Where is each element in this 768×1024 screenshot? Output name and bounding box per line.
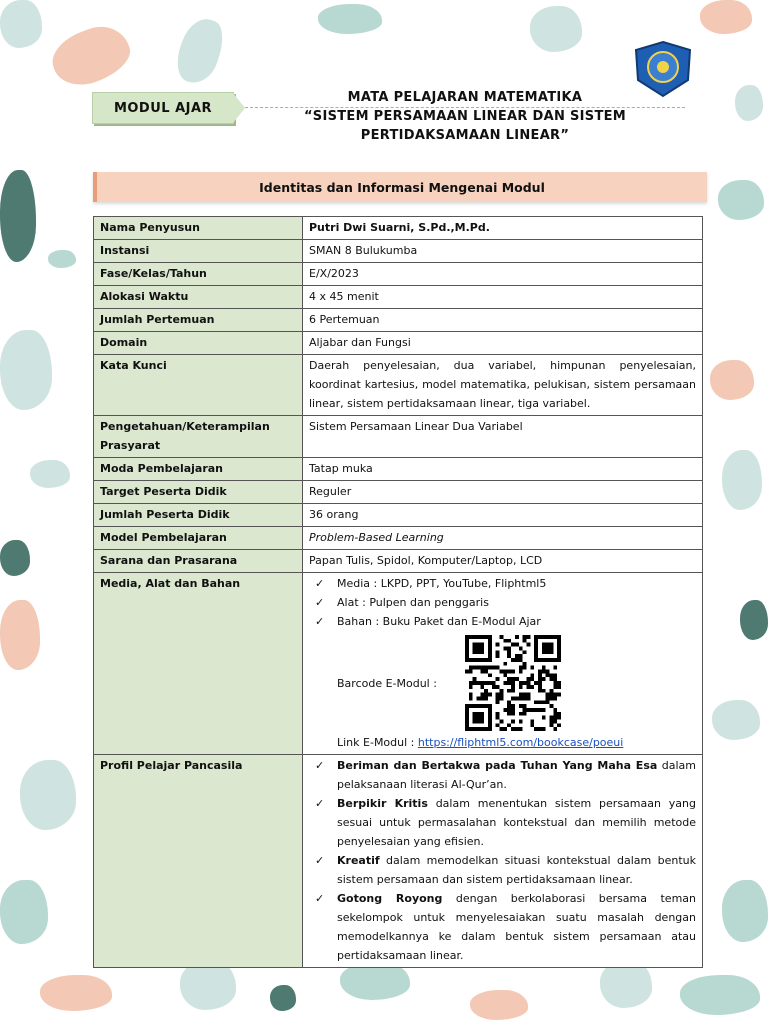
title-line-3: PERTIDAKSAMAAN LINEAR” — [360, 128, 570, 143]
list-item: ✓ Alat : Pulpen dan penggaris — [315, 593, 696, 612]
row-label: Jumlah Pertemuan — [94, 309, 303, 332]
decor-blob — [30, 460, 70, 488]
decor-blob — [530, 6, 582, 52]
table-row — [94, 355, 703, 416]
qr-code-icon[interactable] — [465, 635, 561, 731]
decor-blob — [48, 250, 76, 268]
list-item: ✓ Media : LKPD, PPT, YouTube, Fliphtml5 — [315, 574, 696, 593]
title-line-2: “SISTEM PERSAMAAN LINEAR DAN SISTEM — [303, 109, 627, 124]
table-row — [94, 286, 703, 309]
media-list — [309, 574, 696, 631]
decor-blob — [0, 330, 52, 410]
list-item — [315, 794, 696, 851]
row-label: Domain — [94, 332, 303, 355]
decor-blob — [722, 880, 768, 942]
profil-list — [309, 756, 696, 965]
row-label: Instansi — [94, 240, 303, 263]
module-info-table — [93, 216, 703, 968]
row-value: Papan Tulis, Spidol, Komputer/Laptop, LCD — [303, 550, 703, 573]
item-bold: Berpikir Kritis — [337, 797, 428, 810]
item-text: dalam memodelkan situasi kontekstual dalam bentuk sistem persamaan dan sistem pertidaksamaan linear. — [337, 854, 696, 886]
section-title-text: Identitas dan Informasi Mengenai Modul — [259, 179, 545, 195]
row-value: 36 orang — [303, 504, 703, 527]
decor-blob — [0, 540, 30, 576]
item-text: dalam pelaksanaan literasi Al-Qur’an. — [337, 759, 696, 791]
row-value: Aljabar dan Fungsi — [303, 332, 703, 355]
page-title — [270, 88, 660, 145]
list-item: ✓ Bahan : Buku Paket dan E-Modul Ajar — [315, 612, 696, 631]
row-label: Model Pembelajaran — [94, 527, 303, 550]
row-label: Profil Pelajar Pancasila — [94, 755, 303, 968]
decor-blob — [0, 0, 42, 48]
module-tab — [92, 92, 234, 124]
item-text: dalam menentukan sistem persamaan yang sesuai untuk permasalahan kontekstual dan memilih metode penyelesaian yang efisien. — [337, 797, 696, 848]
table-row — [94, 527, 703, 550]
title-line-1: MATA PELAJARAN MATEMATIKA — [347, 90, 583, 105]
list-item — [315, 851, 696, 889]
media-cell — [303, 573, 703, 755]
decor-blob — [735, 85, 763, 121]
row-value: Reguler — [303, 481, 703, 504]
table-row — [94, 458, 703, 481]
item-text: dengan berkolaborasi bersama teman sekelompok untuk menyelesaiakan suatu masalah dengan memodelkannya ke dalam bentuk sistem persamaan atau pertidaksamaan linear. — [337, 892, 696, 962]
row-label: Sarana dan Prasarana — [94, 550, 303, 573]
link-label: Link E-Modul : — [337, 736, 418, 749]
barcode-label: Barcode E-Modul : — [337, 676, 437, 690]
row-label: Pengetahuan/Keterampilan Prasyarat — [94, 416, 303, 458]
row-value: E/X/2023 — [303, 263, 703, 286]
school-logo — [632, 40, 694, 98]
row-label: Target Peserta Didik — [94, 481, 303, 504]
decor-blob — [20, 760, 76, 830]
decor-blob — [680, 975, 760, 1015]
decor-blob — [318, 4, 382, 34]
item-bold: Beriman dan Bertakwa pada Tuhan Yang Maha Esa — [337, 759, 658, 772]
decor-blob — [0, 880, 48, 944]
decor-blob — [722, 450, 762, 510]
row-label: Fase/Kelas/Tahun — [94, 263, 303, 286]
decor-blob — [0, 170, 36, 262]
section-title — [93, 172, 707, 202]
decor-blob — [718, 180, 764, 220]
table-row — [94, 263, 703, 286]
row-label: Media, Alat dan Bahan — [94, 573, 303, 755]
table-row — [94, 481, 703, 504]
row-value: Sistem Persamaan Linear Dua Variabel — [303, 416, 703, 458]
row-value: Putri Dwi Suarni, S.Pd.,M.Pd. — [303, 217, 703, 240]
row-value: Tatap muka — [303, 458, 703, 481]
decor-blob — [170, 13, 230, 89]
row-value: 6 Pertemuan — [303, 309, 703, 332]
row-label: Kata Kunci — [94, 355, 303, 416]
table-row — [94, 416, 703, 458]
decor-blob — [40, 975, 112, 1011]
row-label: Nama Penyusun — [94, 217, 303, 240]
row-label: Moda Pembelajaran — [94, 458, 303, 481]
module-tab-label: MODUL AJAR — [113, 100, 213, 116]
list-item — [315, 889, 696, 965]
link-row — [337, 733, 696, 752]
item-bold: Kreatif — [337, 854, 380, 867]
row-value: SMAN 8 Bulukumba — [303, 240, 703, 263]
row-value: 4 x 45 menit — [303, 286, 703, 309]
decor-blob — [700, 0, 752, 34]
row-label: Jumlah Peserta Didik — [94, 504, 303, 527]
table-row — [94, 309, 703, 332]
table-row — [94, 573, 703, 755]
table-row — [94, 332, 703, 355]
decor-blob — [710, 360, 754, 400]
row-label: Alokasi Waktu — [94, 286, 303, 309]
item-bold: Gotong Royong — [337, 892, 443, 905]
decor-blob — [0, 600, 40, 670]
emodul-link[interactable]: https://fliphtml5.com/bookcase/poeui — [417, 736, 624, 749]
decor-blob — [270, 985, 296, 1011]
list-item — [315, 756, 696, 794]
decor-blob — [740, 600, 768, 640]
decor-blob — [470, 990, 528, 1020]
row-value: Daerah penyelesaian, dua variabel, himpunan penyelesaian, koordinat kartesius, model matematika, pelukisan, sistem persamaan linear, sistem pertidaksamaan linear, tiga variabel. — [303, 355, 703, 416]
decor-blob — [712, 700, 760, 740]
decor-blob — [45, 18, 136, 94]
table-row — [94, 217, 703, 240]
profil-cell — [303, 755, 703, 968]
table-row — [94, 240, 703, 263]
row-value: Problem-Based Learning — [303, 527, 703, 550]
table-row — [94, 550, 703, 573]
barcode-row — [337, 635, 696, 731]
table-row — [94, 504, 703, 527]
table-row — [94, 755, 703, 968]
